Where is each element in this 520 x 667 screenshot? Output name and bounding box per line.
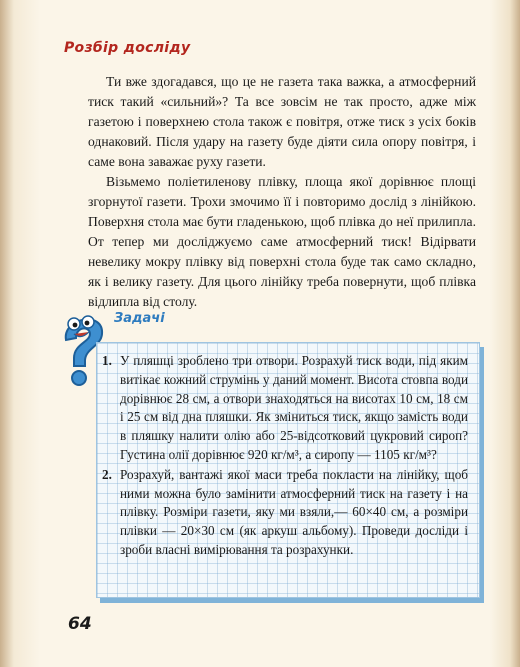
task-text: У пляшці зроблено три отвори. Розрахуй тиск води, під яким витікає кожний струмінь у даний момент. Висота стовпа води дорівнює 28 см, а отвори знаходяться на висотах 10 см, 18 см і 25 см від дна пляшки. Як зміниться тиск, якщо замість води в пляшку налити олію або 25-відсотковий цукровий сироп? Густина олії дорівнює 920 кг/м³, а сиропу — 1105 кг/м³?: [120, 353, 468, 462]
tasks-title: Задачі: [114, 311, 165, 326]
page-number: 64: [68, 614, 92, 634]
task-number: 2.: [102, 466, 112, 482]
task-item: [102, 466, 468, 560]
section-title: Розбір досліду: [64, 40, 191, 56]
task-item: [102, 352, 468, 465]
paragraph: Візьмемо поліетиленову плівку, площа якої дорівнює площі згорнутої газети. Трохи змочимо її і повторимо дослід з лінійкою. Поверхня стола має бути гладенькою, щоб плівка до неї прилипла. От тепер ми досліджуємо саме атмосферний тиск! Відірвати невелику мокру плівку від поверхні стола буде так само складно, як і велику газету. Для цього лінійку треба повернути, щоб плівка відлипла від столу.: [88, 174, 476, 309]
task-number: 1.: [102, 353, 112, 368]
task-text: Розрахуй, вантажі якої маси треба покласти на лінійку, щоб ними можна було замінити атмосферний тиск на газету і на плівку. Розміри газети, яку ми взяли,— 60×40 см, а розміри плівки — 20×30 см (як аркуш альбому). Проведи досліди і зроби власні вимірювання та розрахунки.: [120, 466, 468, 557]
paragraph: Ти вже здогадався, що це не газета така важка, а атмосферний тиск такий «сильний»? Та все зовсім не так просто, адже між газетою і поверхнею стола також є повітря, отже тиск з усіх боків однаковий. Після удару на газету буде діяти сила опору повітря, і саме вона заважає руху газети.: [88, 74, 476, 169]
task-list: [102, 352, 468, 561]
body-text: [88, 72, 476, 312]
